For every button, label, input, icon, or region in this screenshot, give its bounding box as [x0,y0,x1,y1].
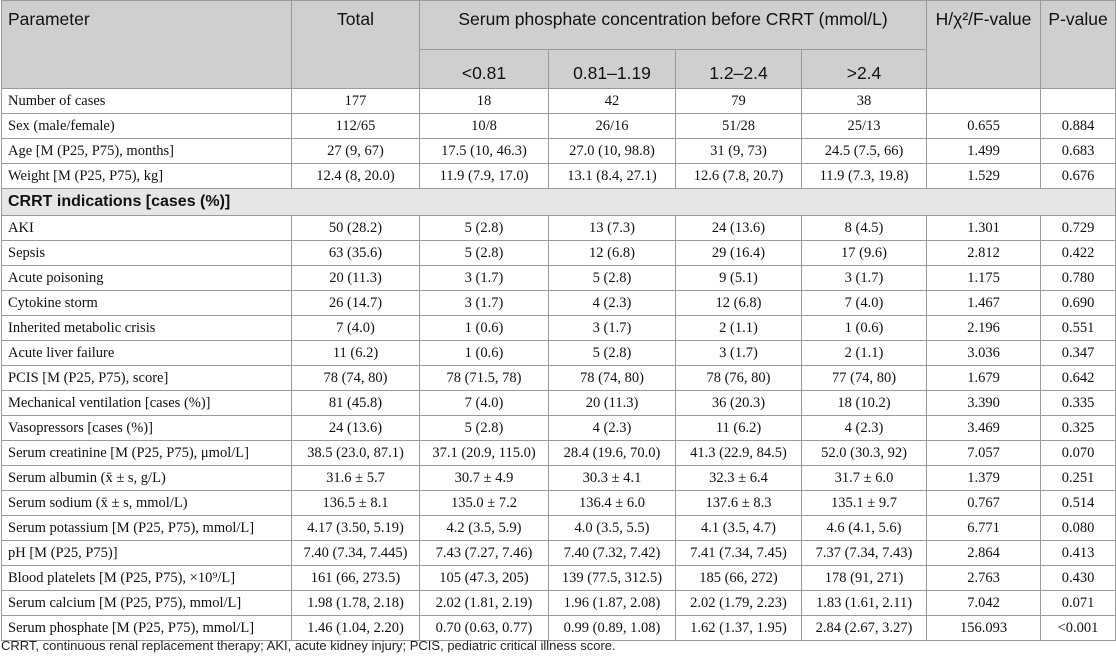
cell-param: Serum phosphate [M (P25, P75), mmol/L] [2,616,292,641]
cell-total: 177 [292,89,420,114]
table-row [2,591,1116,616]
cell-param: PCIS [M (P25, P75), score] [2,366,292,391]
cell-p [1041,89,1116,114]
cell-g4: 25/13 [802,114,927,139]
table-row [2,291,1116,316]
cell-stat: 1.679 [927,366,1041,391]
cell-g4: 178 (91, 271) [802,566,927,591]
cell-stat: 0.767 [927,491,1041,516]
cell-g2: 136.4 ± 6.0 [549,491,676,516]
table-row [2,416,1116,441]
cell-g4: 3 (1.7) [802,266,927,291]
cell-total: 11 (6.2) [292,341,420,366]
cell-g3: 32.3 ± 6.4 [676,466,802,491]
table-row [2,466,1116,491]
cell-total: 38.5 (23.0, 87.1) [292,441,420,466]
cell-total: 4.17 (3.50, 5.19) [292,516,420,541]
cell-total: 112/65 [292,114,420,139]
cell-stat: 1.467 [927,291,1041,316]
cell-g2: 27.0 (10, 98.8) [549,139,676,164]
header-group-3: 1.2–2.4 [676,50,802,89]
header-group-title: Serum phosphate concentration before CRRT (mmol/L) [420,1,927,50]
cell-p: 0.070 [1041,441,1116,466]
cell-stat: 7.042 [927,591,1041,616]
cell-g4: 8 (4.5) [802,216,927,241]
table-row [2,139,1116,164]
cell-g2: 3 (1.7) [549,316,676,341]
cell-g1: 3 (1.7) [420,266,549,291]
cell-g3: 3 (1.7) [676,341,802,366]
cell-p: 0.690 [1041,291,1116,316]
table-row [2,164,1116,189]
table-row [2,114,1116,139]
cell-p: 0.071 [1041,591,1116,616]
cell-stat: 7.057 [927,441,1041,466]
cell-g4: 1 (0.6) [802,316,927,341]
table-row [2,89,1116,114]
cell-g3: 7.41 (7.34, 7.45) [676,541,802,566]
cell-g1: 105 (47.3, 205) [420,566,549,591]
cell-param: Serum sodium (x̄ ± s, mmol/L) [2,491,292,516]
cell-g3: 79 [676,89,802,114]
cell-p: 0.780 [1041,266,1116,291]
cell-total: 26 (14.7) [292,291,420,316]
table-row [2,566,1116,591]
cell-param: Vasopressors [cases (%)] [2,416,292,441]
cell-g1: 10/8 [420,114,549,139]
cell-g2: 4 (2.3) [549,416,676,441]
table-row [2,616,1116,641]
cell-param: Serum calcium [M (P25, P75), mmol/L] [2,591,292,616]
cell-param: Mechanical ventilation [cases (%)] [2,391,292,416]
cell-total: 7.40 (7.34, 7.445) [292,541,420,566]
data-table [1,0,1116,641]
table-row [2,441,1116,466]
header-p: P-value [1041,1,1116,89]
cell-g1: 17.5 (10, 46.3) [420,139,549,164]
cell-g2: 20 (11.3) [549,391,676,416]
cell-total: 7 (4.0) [292,316,420,341]
cell-g3: 9 (5.1) [676,266,802,291]
cell-stat: 2.763 [927,566,1041,591]
cell-param: Blood platelets [M (P25, P75), ×10⁹/L] [2,566,292,591]
cell-g3: 29 (16.4) [676,241,802,266]
cell-total: 1.46 (1.04, 2.20) [292,616,420,641]
cell-g2: 42 [549,89,676,114]
cell-g2: 12 (6.8) [549,241,676,266]
cell-stat [927,89,1041,114]
cell-g3: 41.3 (22.9, 84.5) [676,441,802,466]
header-group-2: 0.81–1.19 [549,50,676,89]
cell-param: Cytokine storm [2,291,292,316]
cell-p: 0.514 [1041,491,1116,516]
cell-total: 27 (9, 67) [292,139,420,164]
table-row [2,241,1116,266]
cell-g2: 4 (2.3) [549,291,676,316]
cell-stat: 1.499 [927,139,1041,164]
cell-g3: 12.6 (7.8, 20.7) [676,164,802,189]
header-parameter: Parameter [2,1,292,89]
cell-param: Inherited metabolic crisis [2,316,292,341]
cell-g3: 24 (13.6) [676,216,802,241]
cell-g1: 0.70 (0.63, 0.77) [420,616,549,641]
cell-p: 0.642 [1041,366,1116,391]
cell-param: Sex (male/female) [2,114,292,139]
cell-g1: 18 [420,89,549,114]
table-row [2,391,1116,416]
section-row [2,189,1116,216]
cell-g2: 7.40 (7.32, 7.42) [549,541,676,566]
cell-p: <0.001 [1041,616,1116,641]
cell-param: Sepsis [2,241,292,266]
cell-g1: 30.7 ± 4.9 [420,466,549,491]
cell-g3: 1.62 (1.37, 1.95) [676,616,802,641]
table-row [2,491,1116,516]
cell-g3: 185 (66, 272) [676,566,802,591]
cell-total: 12.4 (8, 20.0) [292,164,420,189]
cell-g3: 2 (1.1) [676,316,802,341]
cell-stat: 1.379 [927,466,1041,491]
cell-param: Acute poisoning [2,266,292,291]
cell-total: 81 (45.8) [292,391,420,416]
cell-g2: 30.3 ± 4.1 [549,466,676,491]
cell-param: Weight [M (P25, P75), kg] [2,164,292,189]
cell-g4: 38 [802,89,927,114]
header-total: Total [292,1,420,89]
cell-g1: 2.02 (1.81, 2.19) [420,591,549,616]
cell-g2: 4.0 (3.5, 5.5) [549,516,676,541]
cell-g1: 5 (2.8) [420,416,549,441]
cell-g2: 28.4 (19.6, 70.0) [549,441,676,466]
cell-g4: 2 (1.1) [802,341,927,366]
cell-param: pH [M (P25, P75)] [2,541,292,566]
cell-g2: 26/16 [549,114,676,139]
cell-g4: 31.7 ± 6.0 [802,466,927,491]
cell-param: AKI [2,216,292,241]
cell-g2: 78 (74, 80) [549,366,676,391]
cell-total: 63 (35.6) [292,241,420,266]
cell-g4: 4 (2.3) [802,416,927,441]
cell-p: 0.335 [1041,391,1116,416]
cell-param: Serum albumin (x̄ ± s, g/L) [2,466,292,491]
section-label: CRRT indications [cases (%)] [2,189,1116,216]
table-row [2,266,1116,291]
cell-p: 0.347 [1041,341,1116,366]
cell-total: 31.6 ± 5.7 [292,466,420,491]
cell-total: 136.5 ± 8.1 [292,491,420,516]
cell-stat: 6.771 [927,516,1041,541]
cell-stat: 1.175 [927,266,1041,291]
cell-stat: 1.529 [927,164,1041,189]
cell-g4: 2.84 (2.67, 3.27) [802,616,927,641]
cell-p: 0.430 [1041,566,1116,591]
table-row [2,541,1116,566]
cell-g3: 11 (6.2) [676,416,802,441]
cell-g4: 4.6 (4.1, 5.6) [802,516,927,541]
cell-g4: 17 (9.6) [802,241,927,266]
cell-total: 161 (66, 273.5) [292,566,420,591]
table-row [2,216,1116,241]
cell-g3: 12 (6.8) [676,291,802,316]
header-group-4: >2.4 [802,50,927,89]
cell-p: 0.884 [1041,114,1116,139]
cell-p: 0.325 [1041,416,1116,441]
cell-g1: 11.9 (7.9, 17.0) [420,164,549,189]
cell-p: 0.729 [1041,216,1116,241]
cell-g1: 1 (0.6) [420,316,549,341]
cell-g4: 18 (10.2) [802,391,927,416]
cell-stat: 3.036 [927,341,1041,366]
footnote: CRRT, continuous renal replacement therapy; AKI, acute kidney injury; PCIS, pediatric critical illness score. [1,638,616,653]
cell-g2: 5 (2.8) [549,341,676,366]
cell-stat: 3.469 [927,416,1041,441]
cell-g2: 0.99 (0.89, 1.08) [549,616,676,641]
cell-g1: 5 (2.8) [420,241,549,266]
cell-stat: 0.655 [927,114,1041,139]
cell-g4: 7.37 (7.34, 7.43) [802,541,927,566]
cell-g1: 3 (1.7) [420,291,549,316]
cell-g4: 24.5 (7.5, 66) [802,139,927,164]
cell-stat: 156.093 [927,616,1041,641]
cell-g2: 13 (7.3) [549,216,676,241]
cell-param: Serum potassium [M (P25, P75), mmol/L] [2,516,292,541]
cell-g4: 77 (74, 80) [802,366,927,391]
cell-total: 20 (11.3) [292,266,420,291]
cell-g1: 7.43 (7.27, 7.46) [420,541,549,566]
cell-g1: 5 (2.8) [420,216,549,241]
cell-total: 78 (74, 80) [292,366,420,391]
cell-g1: 135.0 ± 7.2 [420,491,549,516]
table-row [2,516,1116,541]
cell-g3: 78 (76, 80) [676,366,802,391]
cell-g1: 4.2 (3.5, 5.9) [420,516,549,541]
table-body [2,89,1116,641]
cell-stat: 2.864 [927,541,1041,566]
cell-total: 1.98 (1.78, 2.18) [292,591,420,616]
table-header [2,1,1116,89]
cell-param: Number of cases [2,89,292,114]
cell-g1: 37.1 (20.9, 115.0) [420,441,549,466]
cell-stat: 3.390 [927,391,1041,416]
cell-g4: 1.83 (1.61, 2.11) [802,591,927,616]
cell-param: Serum creatinine [M (P25, P75), μmol/L] [2,441,292,466]
table-row [2,316,1116,341]
cell-g3: 2.02 (1.79, 2.23) [676,591,802,616]
cell-g3: 137.6 ± 8.3 [676,491,802,516]
cell-g3: 31 (9, 73) [676,139,802,164]
table-row [2,341,1116,366]
cell-g2: 5 (2.8) [549,266,676,291]
cell-g3: 36 (20.3) [676,391,802,416]
cell-g2: 139 (77.5, 312.5) [549,566,676,591]
cell-stat: 1.301 [927,216,1041,241]
cell-stat: 2.196 [927,316,1041,341]
cell-p: 0.676 [1041,164,1116,189]
cell-g2: 13.1 (8.4, 27.1) [549,164,676,189]
cell-g1: 78 (71.5, 78) [420,366,549,391]
cell-p: 0.551 [1041,316,1116,341]
cell-p: 0.413 [1041,541,1116,566]
cell-g3: 51/28 [676,114,802,139]
cell-param: Acute liver failure [2,341,292,366]
cell-total: 24 (13.6) [292,416,420,441]
cell-g4: 11.9 (7.3, 19.8) [802,164,927,189]
cell-p: 0.683 [1041,139,1116,164]
cell-p: 0.422 [1041,241,1116,266]
cell-p: 0.080 [1041,516,1116,541]
table-row [2,366,1116,391]
cell-g4: 135.1 ± 9.7 [802,491,927,516]
header-group-1: <0.81 [420,50,549,89]
cell-total: 50 (28.2) [292,216,420,241]
cell-p: 0.251 [1041,466,1116,491]
cell-stat: 2.812 [927,241,1041,266]
header-stat: H/χ²/F-value [927,1,1041,89]
cell-g4: 52.0 (30.3, 92) [802,441,927,466]
cell-g3: 4.1 (3.5, 4.7) [676,516,802,541]
cell-g2: 1.96 (1.87, 2.08) [549,591,676,616]
cell-g1: 1 (0.6) [420,341,549,366]
cell-g1: 7 (4.0) [420,391,549,416]
cell-g4: 7 (4.0) [802,291,927,316]
cell-param: Age [M (P25, P75), months] [2,139,292,164]
